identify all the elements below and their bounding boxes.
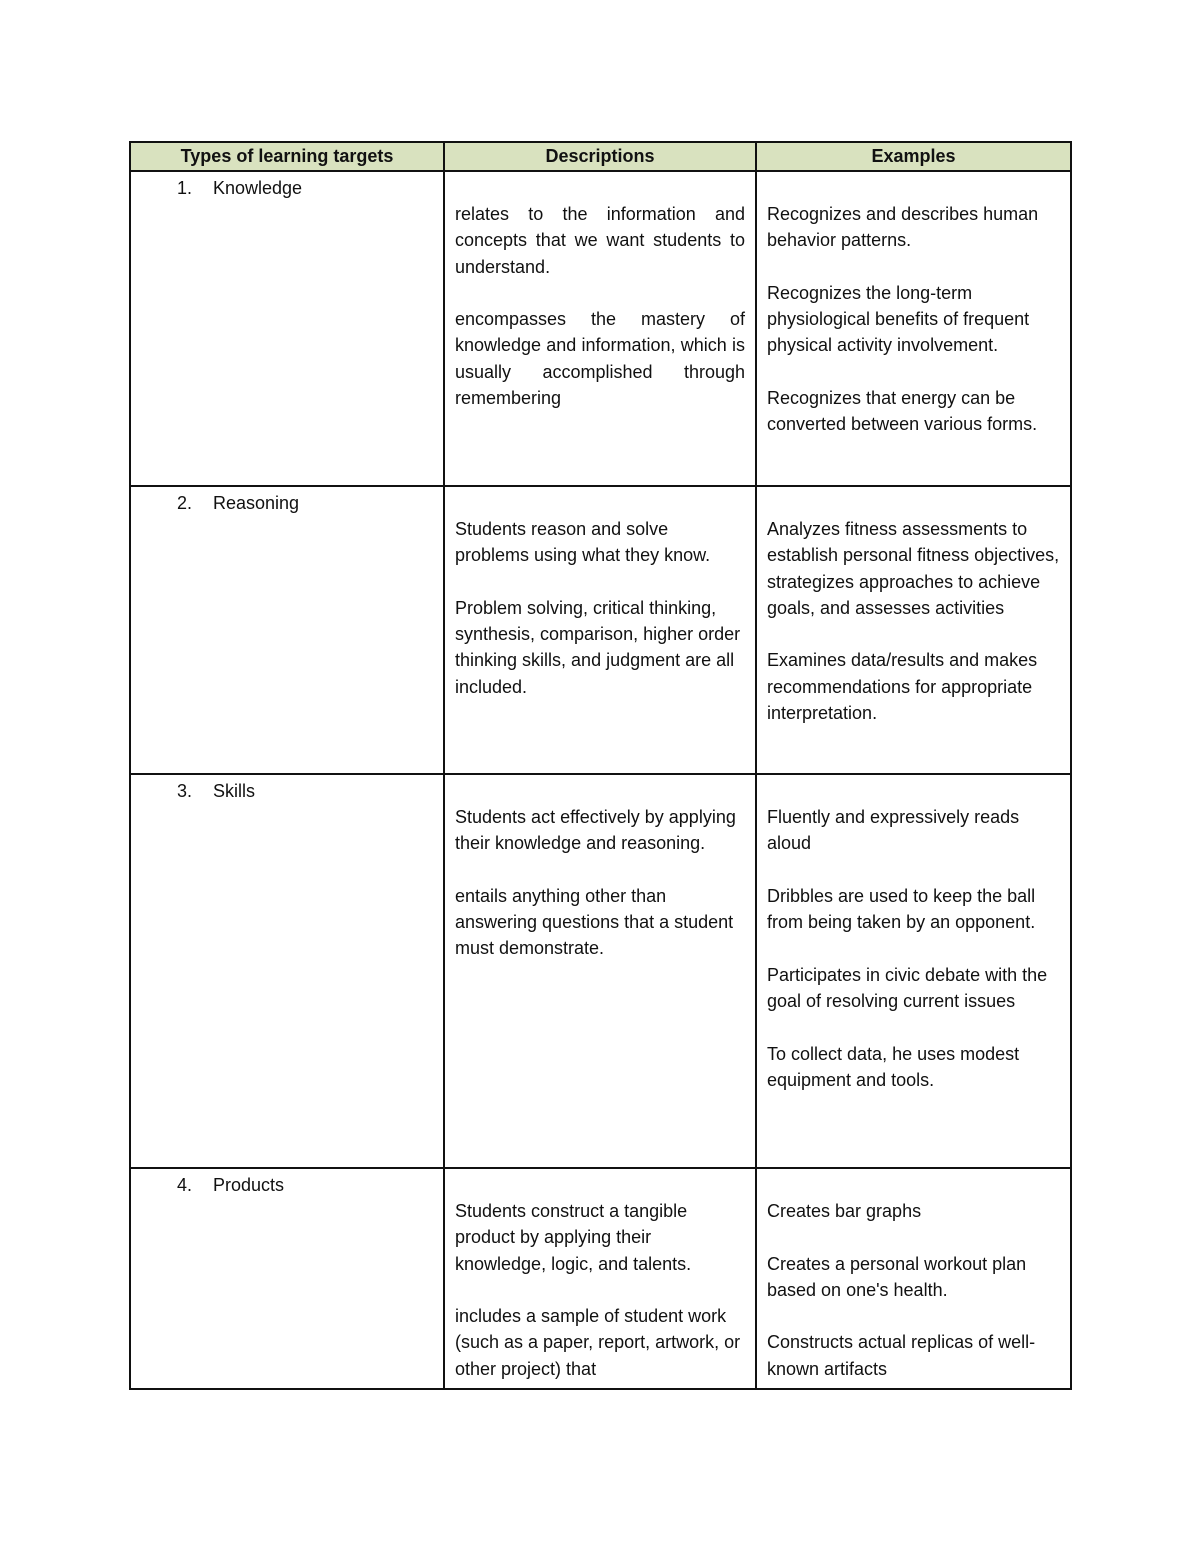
description-paragraph: includes a sample of student work (such as a paper, report, artwork, or other project) that — [455, 1306, 741, 1379]
table-row — [130, 1168, 1071, 1389]
table-row — [130, 171, 1071, 486]
target-type-cell — [130, 171, 444, 486]
example-paragraph: Constructs actual replicas of well-known artifacts — [767, 1332, 1036, 1379]
target-type-cell — [130, 774, 444, 1168]
header-examples: Examples — [756, 142, 1071, 171]
description-paragraph: Problem solving, critical thinking, synthesis, comparison, higher order thinking skills, and judgment are all included. — [455, 597, 741, 697]
description-paragraph: Students construct a tangible product by applying their knowledge, logic, and talents. — [455, 1201, 692, 1274]
target-type-label: Reasoning — [213, 493, 300, 513]
description-paragraph: Students act effectively by applying their knowledge and reasoning. — [455, 807, 736, 854]
example-paragraph: Dribbles are used to keep the ball from being taken by an opponent. — [767, 885, 1036, 933]
table-header-row — [130, 142, 1071, 171]
example-paragraph: Recognizes that energy can be converted between various forms. — [767, 388, 1038, 435]
example-paragraph: Recognizes and describes human behavior patterns. — [767, 204, 1039, 251]
target-type-cell — [130, 486, 444, 774]
description-paragraph: entails anything other than answering questions that a student must demonstrate. — [455, 885, 734, 959]
example-paragraph: Recognizes the long-term physiological benefits of frequent physical activity involvement. — [767, 282, 1030, 356]
header-types: Types of learning targets — [130, 142, 444, 171]
row-number: 2. — [177, 493, 193, 513]
row-number: 1. — [177, 178, 193, 198]
description-cell — [444, 486, 756, 774]
target-type-cell — [130, 1168, 444, 1389]
row-number: 3. — [177, 781, 193, 801]
example-paragraph: Analyzes fitness assessments to establish personal fitness objectives, strategizes approaches to achieve goals, and assesses activities — [767, 519, 1060, 618]
examples-cell — [756, 1168, 1071, 1389]
examples-cell — [756, 171, 1071, 486]
header-descriptions: Descriptions — [444, 142, 756, 171]
example-paragraph: Fluently and expressively reads aloud — [767, 807, 1020, 854]
description-paragraph: relates to the information and concepts that we want students to understand. — [455, 204, 745, 277]
table-row — [130, 774, 1071, 1168]
example-paragraph: Participates in civic debate with the goal of resolving current issues — [767, 964, 1048, 1012]
row-number: 4. — [177, 1175, 193, 1195]
table-row — [130, 486, 1071, 774]
target-type-label: Products — [213, 1175, 285, 1195]
target-type-label: Skills — [213, 781, 256, 801]
description-paragraph: Students reason and solve problems using what they know. — [455, 519, 711, 566]
description-paragraph: encompasses the mastery of knowledge and information, which is usually accomplished through remembering — [455, 309, 745, 409]
example-paragraph: To collect data, he uses modest equipment and tools. — [767, 1043, 1020, 1090]
description-cell — [444, 774, 756, 1168]
example-paragraph: Creates bar graphs — [767, 1201, 922, 1221]
examples-cell — [756, 774, 1071, 1168]
examples-cell — [756, 486, 1071, 774]
example-paragraph: Examines data/results and makes recommendations for appropriate interpretation. — [767, 650, 1038, 724]
description-cell — [444, 1168, 756, 1389]
learning-targets-table — [129, 141, 1072, 1390]
target-type-label: Knowledge — [213, 178, 303, 198]
description-cell — [444, 171, 756, 486]
example-paragraph: Creates a personal workout plan based on one's health. — [767, 1253, 1027, 1300]
